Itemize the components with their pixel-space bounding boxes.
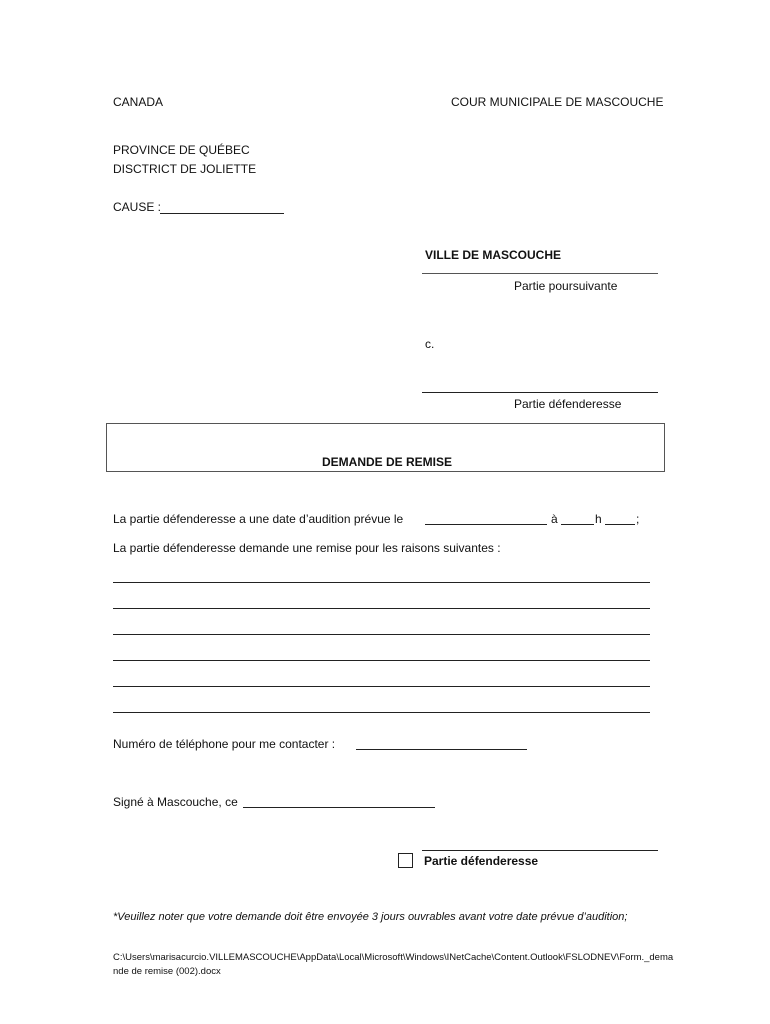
file-path-line-1: C:\Users\marisacurcio.VILLEMASCOUCHE\AppData\Local\Microsoft\Windows\INetCache\Content.Outlook\FSLODNEV\Form._dema: [113, 952, 674, 963]
signature-checkbox[interactable]: [398, 853, 413, 868]
hearing-date-label: La partie défenderesse a une date d’audition prévue le: [113, 512, 404, 526]
signature-label: Partie défenderesse: [424, 854, 539, 868]
court-name: COUR MUNICIPALE DE MASCOUCHE: [451, 95, 664, 109]
prosecutor-role: Partie poursuivante: [514, 279, 618, 293]
reason-line-3[interactable]: [113, 620, 650, 635]
form-title: DEMANDE DE REMISE: [322, 455, 453, 469]
submission-note: *Veuillez noter que votre demande doit être envoyée 3 jours ouvrables avant votre date prévue d’audition;: [113, 911, 628, 923]
prosecutor-rule: [422, 273, 658, 274]
hearing-hour-field[interactable]: [561, 510, 594, 525]
prosecutor-name: VILLE DE MASCOUCHE: [425, 248, 562, 262]
hearing-end-punct: ;: [636, 512, 640, 526]
phone-label: Numéro de téléphone pour me contacter :: [113, 737, 336, 751]
hearing-hour-separator: h: [595, 512, 602, 526]
file-path-line-2: nde de remise (002).docx: [113, 966, 221, 977]
reason-line-4[interactable]: [113, 646, 650, 661]
cause-number-field[interactable]: [160, 199, 284, 214]
province-label: PROVINCE DE QUÉBEC: [113, 143, 250, 157]
hearing-date-field[interactable]: [425, 510, 547, 525]
defendant-role: Partie défenderesse: [514, 397, 622, 411]
hearing-minute-field[interactable]: [605, 510, 635, 525]
defendant-name-field[interactable]: [422, 378, 658, 393]
reasons-label: La partie défenderesse demande une remise pour les raisons suivantes :: [113, 541, 501, 555]
country-label: CANADA: [113, 95, 164, 109]
signed-date-field[interactable]: [243, 793, 435, 808]
reason-line-6[interactable]: [113, 698, 650, 713]
reason-line-1[interactable]: [113, 568, 650, 583]
phone-field[interactable]: [356, 735, 527, 750]
district-label: DISCTRICT DE JOLIETTE: [113, 162, 257, 176]
reason-line-5[interactable]: [113, 672, 650, 687]
reason-line-2[interactable]: [113, 594, 650, 609]
hearing-at-label: à: [551, 512, 558, 526]
signature-field[interactable]: [422, 836, 658, 851]
cause-label: CAUSE :: [113, 200, 162, 214]
versus-label: c.: [425, 337, 435, 351]
signed-label: Signé à Mascouche, ce: [113, 795, 238, 809]
